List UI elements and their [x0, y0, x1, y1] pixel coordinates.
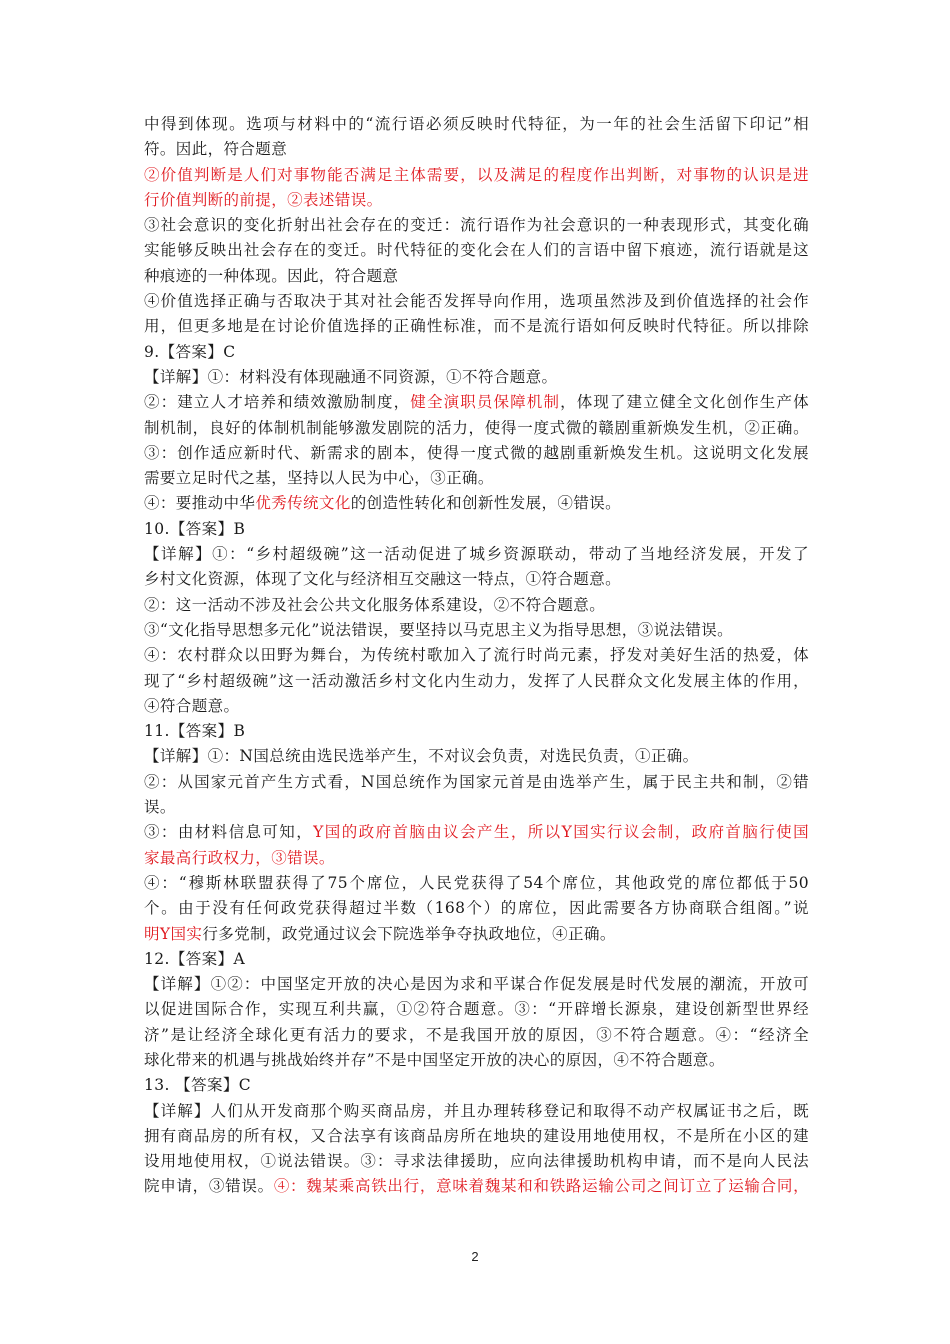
highlighted-text-segment: 明Y国实: [144, 924, 203, 943]
text-segment: 院申请，③错误。: [144, 1177, 274, 1196]
text-segment: ②：这一活动不涉及社会公共文化服务体系建设，②不符合题意。: [144, 595, 606, 614]
highlighted-text-segment: ④：魏某乘高铁出行，意味着魏某和和铁路运输公司之间订立了运输合同，: [273, 1177, 809, 1196]
text-segment: 中得到体现。选项与材料中的“流行语必须反映时代特征，为一年的社会生活留下印记”相: [144, 115, 809, 133]
text-line: [144, 846, 809, 871]
text-segment: 拥有商品房的所有权，又合法享有该商品房所在地块的建设用地使用权，不是所在小区的建: [144, 1126, 809, 1145]
text-segment: ③：创作适应新时代、新需求的剧本，使得一度式微的越剧重新焕发生机。这说明文化发展: [144, 443, 809, 462]
text-line: [144, 491, 809, 516]
text-line: [144, 1073, 809, 1098]
text-segment: ④：农村群众以田野为舞台，为传统村歌加入了流行时尚元素，抒发对美好生活的热爱，体: [144, 646, 809, 665]
text-line: [144, 137, 809, 162]
text-line: [144, 314, 809, 339]
text-segment: 10.【答案】B: [144, 519, 246, 538]
text-line: [144, 163, 809, 188]
text-line: [144, 517, 809, 542]
highlighted-text-segment: Y国的政府首脑由议会产生，所以Y国实行议会制，政府首脑行使国: [313, 823, 809, 842]
text-line: [144, 694, 809, 719]
text-segment: ③社会意识的变化折射出社会存在的变迁：流行语作为社会意识的一种表现形式，其变化确: [144, 216, 809, 235]
text-line: [144, 466, 809, 491]
highlighted-text-segment: 优秀传统文化: [255, 494, 351, 513]
text-segment: ，体现了建立健全文化创作生产体: [560, 393, 809, 412]
text-segment: 种痕迹的一种体现。因此，符合题意: [144, 266, 399, 285]
text-segment: ④：“穆斯林联盟获得了75个席位，人民党获得了54个席位，其他政党的席位都低于50: [144, 873, 809, 892]
text-line: [144, 922, 809, 947]
text-line: [144, 618, 809, 643]
text-segment: 需要立足时代之基，坚持以人民为中心，③正确。: [144, 469, 494, 488]
text-line: [144, 1149, 809, 1174]
text-segment: ④价值选择正确与否取决于其对社会能否发挥导向作用，选项虽然涉及到价值选择的社会作: [144, 292, 809, 311]
text-line: [144, 896, 809, 921]
text-segment: ④符合题意。: [144, 696, 240, 715]
text-segment: 个。由于没有任何政党获得超过半数（168个）的席位，因此需要各方协商联合组阁。”说: [144, 899, 809, 918]
text-line: [144, 1048, 809, 1073]
text-line: [144, 947, 809, 972]
text-line: [144, 744, 809, 769]
text-line: [144, 213, 809, 238]
text-line: [144, 593, 809, 618]
text-segment: 乡村文化资源，体现了文化与经济相互交融这一特点，①符合题意。: [144, 570, 622, 589]
document-body: [144, 112, 809, 1200]
text-line: [144, 542, 809, 567]
text-segment: 用，但更多地是在讨论价值选择的正确性标准，而不是流行语如何反映时代特征。所以排除: [144, 317, 809, 336]
text-line: [144, 1023, 809, 1048]
text-line: [144, 795, 809, 820]
text-line: [144, 972, 809, 997]
text-segment: 【详解】①：“乡村超级碗”这一活动促进了城乡资源联动，带动了当地经济发展，开发了: [144, 545, 809, 564]
text-line: [144, 669, 809, 694]
text-segment: 【详解】①：N国总统由选民选举产生，不对议会负责，对选民负责，①正确。: [144, 747, 699, 766]
text-segment: 12.【答案】A: [144, 949, 246, 968]
text-segment: 制机制，良好的体制机制能够激发剧院的活力，使得一度式微的赣剧重新焕发生机，②正确。: [144, 418, 809, 437]
text-segment: 球化带来的机遇与挑战始终并存”不是中国坚定开放的决心的原因，④不符合题意。: [144, 1050, 725, 1069]
text-line: [144, 770, 809, 795]
text-segment: 符。因此，符合题意: [144, 140, 288, 159]
text-segment: ③：由材料信息可知，: [144, 823, 314, 842]
text-line: [144, 643, 809, 668]
text-segment: 以促进国际合作，实现互利共赢，①②符合题意。③：“开辟增长源泉，建设创新型世界经: [144, 1000, 809, 1019]
text-line: [144, 871, 809, 896]
text-line: [144, 365, 809, 390]
text-segment: 误。: [144, 798, 176, 817]
text-line: [144, 719, 809, 744]
text-segment: 【详解】①：材料没有体现融通不同资源，①不符合题意。: [144, 367, 558, 386]
text-line: [144, 1174, 809, 1199]
text-segment: 的创造性转化和创新性发展，④错误。: [350, 494, 622, 513]
text-segment: 实能够反映出社会存在的变迁。时代特征的变化会在人们的言语中留下痕迹，流行语就是这: [144, 241, 809, 260]
text-line: [144, 390, 809, 415]
text-line: [144, 188, 809, 213]
text-segment: 行多党制，政党通过议会下院选举争夺执政地位，④正确。: [202, 924, 616, 943]
text-line: [144, 441, 809, 466]
text-segment: 济”是让经济全球化更有活力的要求，不是我国开放的原因，③不符合题意。④：“经济全: [144, 1025, 809, 1044]
text-line: [144, 1124, 809, 1149]
highlighted-text-segment: 行价值判断的前提，②表述错误。: [144, 190, 383, 209]
text-segment: ④：要推动中华: [144, 494, 256, 513]
text-segment: 9.【答案】C: [144, 342, 236, 361]
highlighted-text-segment: 家最高行政权力，③错误。: [144, 848, 335, 867]
text-line: [144, 567, 809, 592]
text-segment: 现了“乡村超级碗”这一活动激活乡村文化内生动力，发挥了人民群众文化发展主体的作用，: [144, 671, 809, 690]
text-line: [144, 264, 809, 289]
text-segment: 13. 【答案】C: [144, 1076, 252, 1095]
text-segment: ③“文化指导思想多元化”说法错误，要坚持以马克思主义为指导思想，③说法错误。: [144, 620, 734, 639]
text-segment: 11.【答案】B: [144, 722, 246, 741]
text-line: [144, 289, 809, 314]
text-line: [144, 820, 809, 845]
text-segment: 【详解】人们从开发商那个购买商品房，并且办理转移登记和取得不动产权属证书之后，既: [144, 1101, 809, 1120]
text-line: [144, 997, 809, 1022]
text-segment: ②：建立人才培养和绩效激励制度，: [144, 393, 411, 412]
text-line: [144, 1099, 809, 1124]
text-line: [144, 112, 809, 137]
text-segment: 【详解】①②：中国坚定开放的决心是因为求和平谋合作促发展是时代发展的潮流，开放可: [144, 975, 809, 994]
text-segment: 设用地使用权，①说法错误。③：寻求法律援助，应向法律援助机构申请，而不是向人民法: [144, 1152, 809, 1171]
text-line: [144, 416, 809, 441]
page-number: 2: [471, 1249, 479, 1264]
text-line: [144, 238, 809, 263]
text-segment: ②：从国家元首产生方式看，N国总统作为国家元首是由选举产生，属于民主共和制，②错: [144, 772, 809, 791]
highlighted-text-segment: 健全演职员保障机制: [410, 393, 561, 412]
text-line: [144, 340, 809, 365]
highlighted-text-segment: ②价值判断是人们对事物能否满足主体需要，以及满足的程度作出判断，对事物的认识是进: [144, 165, 809, 184]
